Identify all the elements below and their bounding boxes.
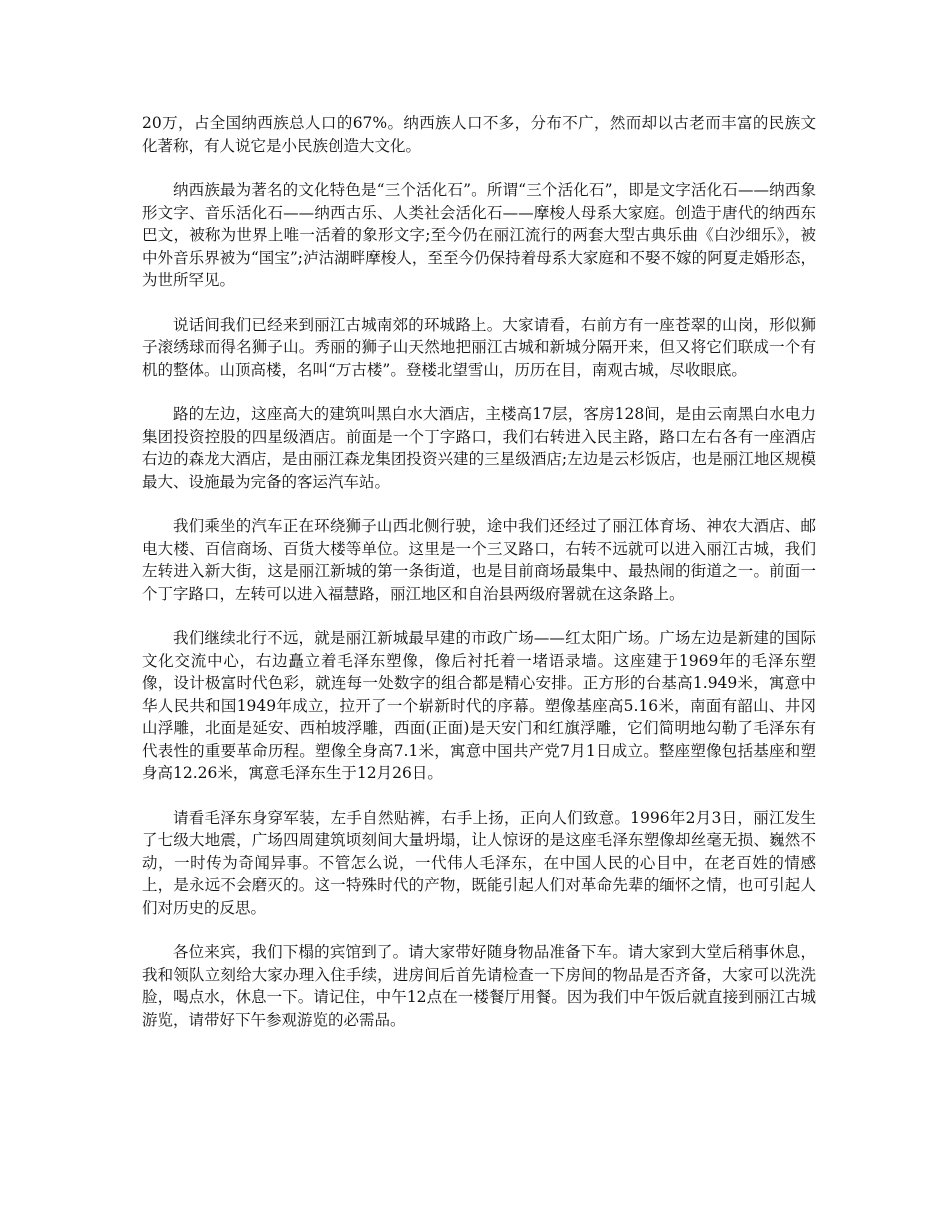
paragraph-statue-earthquake: 请看毛泽东身穿军装，左手自然贴裤，右手上扬，正向人们致意。1996年2月3日，丽江发生了七级大地震，广场四周建筑顷刻间大量坍塌，让人惊讶的是这座毛泽东塑像却丝毫无损、巍然不动，一时传为奇闻异事。不管怎么说，一代伟人毛泽东，在中国人民的心目中，在老百姓的情感上，是永远不会磨灭的。这一特殊时代的产物，既能引起人们对革命先辈的缅怀之情，也可引起人们对历史的反思。 — [142, 808, 816, 917]
paragraph-heibaishui-hotel: 路的左边，这座高大的建筑叫黑白水大酒店，主楼高17层，客房128间，是由云南黑白水电力集团投资控股的四星级酒店。前面是一个丁字路口，我们右转进入民主路，路口左右各有一座酒店右边的森龙大酒店，是由丽江森龙集团投资兴建的三星级酒店;左边是云杉饭店，也是丽江地区规模最大、设施最为完备的客运汽车站。 — [142, 405, 816, 491]
paragraph-hotel-arrival: 各位来宾，我们下榻的宾馆到了。请大家带好随身物品准备下车。请大家到大堂后稍事休息，我和领队立刻给大家办理入住手续，进房间后首先请检查一下房间的物品是否齐备，大家可以洗洗脸，喝点水，休息一下。请记住，中午12点在一楼餐厅用餐。因为我们中午饭后就直接到丽江古城游览，请带好下午参观游览的必需品。 — [142, 943, 816, 1029]
paragraph-three-living-fossils: 纳西族最为著名的文化特色是“三个活化石”。所谓“三个活化石”，即是文字活化石——纳西象形文字、音乐活化石——纳西古乐、人类社会活化石——摩梭人母系大家庭。创造于唐代的纳西东巴文，被称为世界上唯一活着的象形文字;至今仍在丽江流行的两套大型古典乐曲《白沙细乐》，被中外音乐界被为“国宝”;泸沽湖畔摩梭人，至至今仍保持着母系大家庭和不娶不嫁的阿夏走婚形态，为世所罕见。 — [142, 181, 816, 289]
document-body — [142, 112, 816, 1053]
paragraph-lion-hill: 说话间我们已经来到丽江古城南郊的环城路上。大家请看，右前方有一座苍翠的山岗，形似狮子滚绣球而得名狮子山。秀丽的狮子山天然地把丽江古城和新城分隔开来，但又将它们联成一个有机的整体。山顶高楼，名叫“万古楼”。登楼北望雪山，历历在目，南观古城，尽收眼底。 — [142, 315, 816, 379]
paragraph-red-sun-square: 我们继续北行不远，就是丽江新城最早建的市政广场——红太阳广场。广场左边是新建的国际文化交流中心，右边矗立着毛泽东塑像，像后衬托着一堵语录墙。这座建于1969年的毛泽东塑像，设计极富时代色彩，就连每一处数字的组合都是精心安排。正方形的台基高1.949米，寓意中华人民共和国1949年成立，拉开了一个崭新时代的序幕。塑像基座高5.16米，南面有韶山、井冈山浮雕，北面是延安、西柏坡浮雕，西面(正面)是天安门和红旗浮雕，它们简明地勾勒了毛泽东有代表性的重要革命历程。塑像全身高7.1米，寓意中国共产党7月1日成立。整座塑像包括基座和塑身高12.26米，寓意毛泽东生于12月26日。 — [142, 629, 816, 782]
paragraph-new-street: 我们乘坐的汽车正在环绕狮子山西北侧行驶，途中我们还经过了丽江体育场、神农大酒店、邮电大楼、百信商场、百货大楼等单位。这里是一个三叉路口，右转不远就可以进入丽江古城，我们左转进入新大街，这是丽江新城的第一条街道，也是目前商场最集中、最热闹的街道之一。前面一个丁字路口，左转可以进入福慧路，丽江地区和自治县两级府署就在这条路上。 — [142, 517, 816, 603]
paragraph-population: 20万，占全国纳西族总人口的67%。纳西族人口不多，分布不广，然而却以古老而丰富的民族文化著称，有人说它是小民族创造大文化。 — [142, 114, 816, 155]
